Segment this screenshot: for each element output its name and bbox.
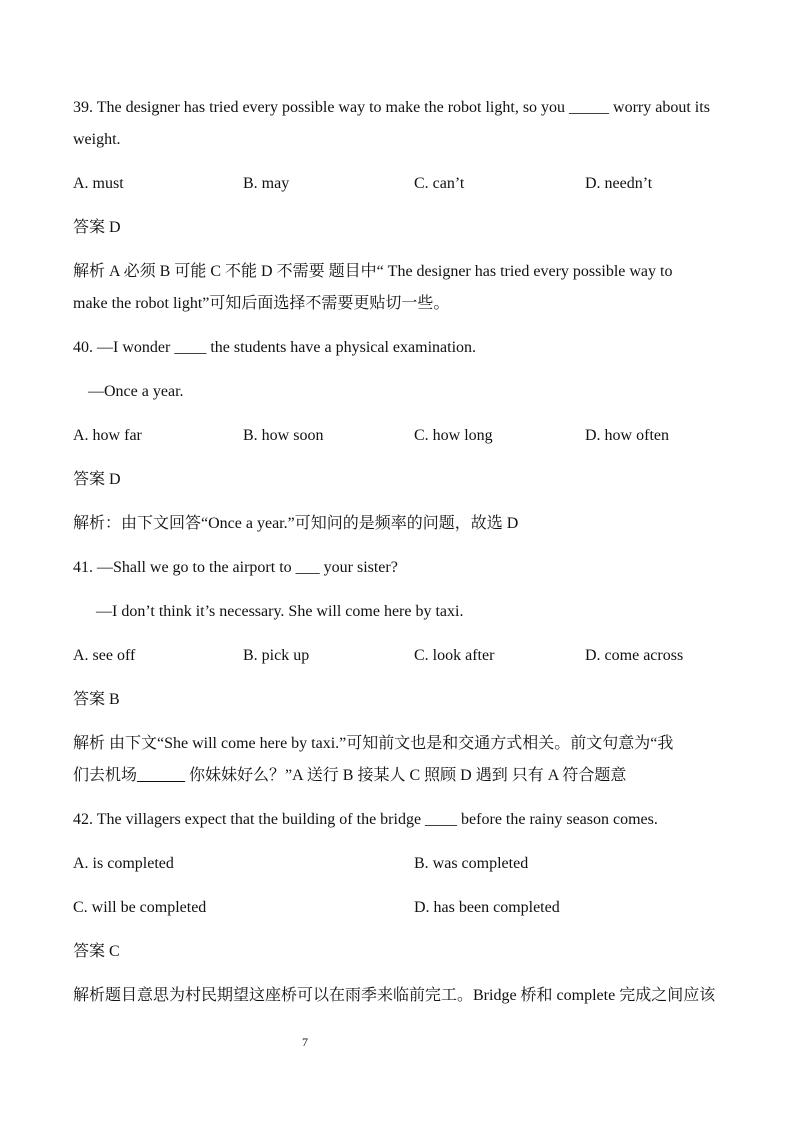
q39-option-c: C. can’t (414, 175, 465, 192)
q42-option-b: B. was completed (414, 855, 529, 872)
q40-option-c: C. how long (414, 427, 493, 444)
q39-option-a: A. must (73, 175, 124, 192)
q40-option-b: B. how soon (243, 427, 324, 444)
q39-explanation-line1: 解析 A 必须 B 可能 C 不能 D 不需要 题目中“ The designer has tried every possible way to (73, 263, 673, 280)
q41-stem-line1: 41. —Shall we go to the airport to ___ your sister? (73, 559, 398, 576)
q40-option-d: D. how often (585, 427, 669, 444)
q39-answer: 答案 D (73, 219, 121, 236)
q40-explanation: 解析：由下文回答“Once a year.”可知问的是频率的问题，故选 D (73, 515, 519, 532)
q39-explanation-line2: make the robot light”可知后面选择不需要更贴切一些。 (73, 295, 450, 312)
q39-stem-line2: weight. (73, 131, 121, 148)
q41-option-d: D. come across (585, 647, 684, 664)
q41-option-a: A. see off (73, 647, 136, 664)
q40-option-a: A. how far (73, 427, 142, 444)
q41-explanation-part2: 你妹妹好么？”A 送行 B 接某人 C 照顾 D 遇到 只有 A 符合题意 (185, 767, 627, 784)
q41-explanation-blank: ______ (137, 767, 186, 784)
q40-reply: —Once a year. (88, 383, 184, 400)
q42-option-a: A. is completed (73, 855, 174, 872)
q42-option-d: D. has been completed (414, 899, 560, 916)
q39-stem-line1: 39. The designer has tried every possible way to make the robot light, so you _____ worry about its (73, 99, 710, 116)
q41-explanation-line1: 解析 由下文“She will come here by taxi.”可知前文也是和交通方式相关。前文句意为“我 (73, 735, 674, 752)
q41-explanation-line2 (73, 765, 730, 787)
q42-stem: 42. The villagers expect that the building of the bridge ____ before the rainy season comes. (73, 811, 658, 828)
q41-reply: —I don’t think it’s necessary. She will come here by taxi. (96, 603, 464, 620)
q40-answer: 答案 D (73, 471, 121, 488)
q41-option-c: C. look after (414, 647, 495, 664)
q42-option-c: C. will be completed (73, 899, 207, 916)
q42-explanation: 解析题目意思为村民期望这座桥可以在雨季来临前完工。Bridge 桥和 complete 完成之间应该 (73, 987, 716, 1004)
q39-option-b: B. may (243, 175, 290, 192)
q39-option-d: D. needn’t (585, 175, 653, 192)
q41-option-b: B. pick up (243, 647, 310, 664)
q40-stem-line1: 40. —I wonder ____ the students have a physical examination. (73, 339, 477, 356)
q41-explanation-part1: 们去机场 (73, 767, 138, 784)
q42-answer: 答案 C (73, 943, 120, 960)
page-number: 7 (302, 1035, 308, 1049)
q41-answer: 答案 B (73, 691, 120, 708)
